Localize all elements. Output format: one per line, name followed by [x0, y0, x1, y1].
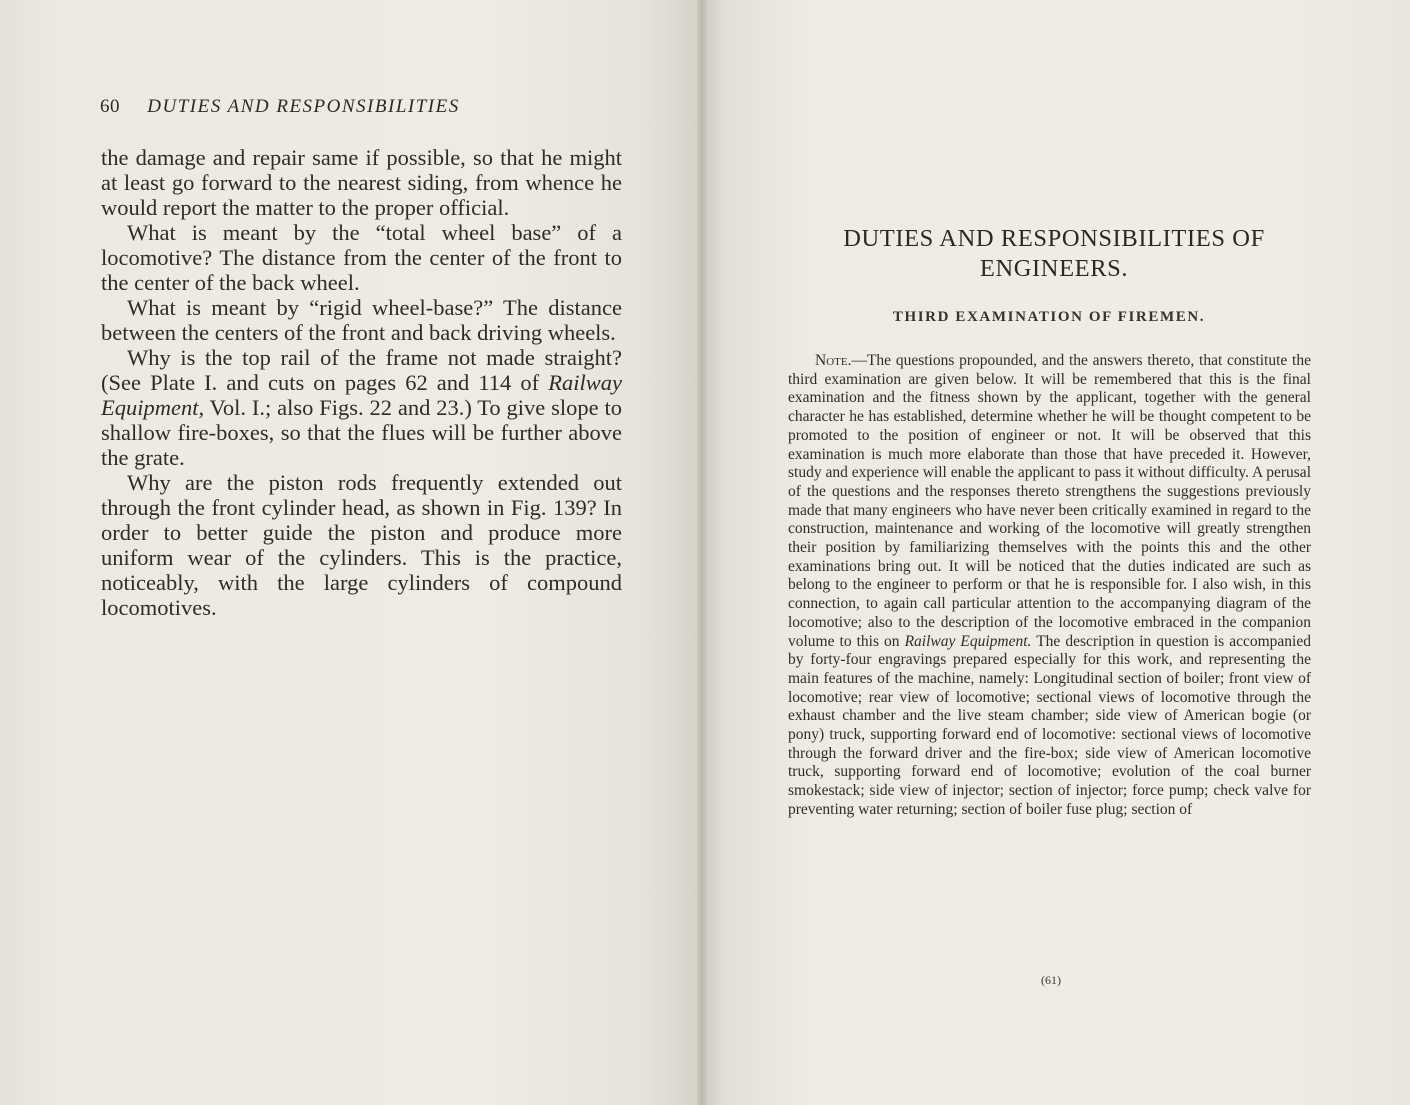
note-lead: Note. [815, 352, 852, 369]
paragraph-total-wheel-base: What is meant by the “total wheel base” of a locomotive? The distance from the center of the front to the center of the back wheel. [101, 220, 622, 295]
book-reference-italic: Railway Equipment, [101, 370, 622, 420]
paragraph-continuation: the damage and repair same if possible, so that he might at least go forward to the nearest siding, from whence he would report the matter to the proper official. [101, 145, 622, 220]
section-title: THIRD EXAMINATION OF FIREMEN. [892, 309, 1206, 325]
note-text-part-b: The description in question is accompanied by forty-four engravings prepared especially for this work, and representing the main features of the machine, namely: Longitudinal section of boiler; front view of locomotive; rear view of locomotive; sectional views of locomotive through the exhaust chamber and the live steam chamber; side view of American bogie (or pony) truck, supporting forward end of locomotive: sectional views of locomotive through the forward driver and the fire-box; side view of American locomotive truck, supporting forward end of locomotive; evolution of the coal burner smokestack; side view of injector; section of injector; force pump; check valve for preventing water returning; section of boiler fuse plug; section of [788, 632, 1311, 818]
paragraph-top-rail [101, 345, 622, 470]
note-paragraph [788, 352, 1311, 820]
left-page-body [101, 145, 622, 620]
page-number-left: 60 [100, 96, 120, 117]
page-number-right: (61) [1041, 973, 1061, 987]
chapter-title-line-2: ENGINEERS. [979, 255, 1129, 282]
note-text [788, 352, 1311, 820]
chapter-title [784, 224, 1324, 284]
note-text-part-a: —The questions propounded, and the answers thereto, that constitute the third examination are given below. It will be remembered that this is the final examination and the fitness shown by the applicant, together with the general character he has established, determine whether he will be thought competent to be promoted to the position of engineer or not. It will be observed that this examination is much more elaborate than those that have preceded it. However, study and experience will enable the applicant to pass it without difficulty. A perusal of the questions and the responses thereto strengthens the suggestions previously made that many engineers who have never been critically examined in regard to the construction, maintenance and working of the locomotive will greatly strengthen their position by familiarizing themselves with the points this and the other examinations bring out. It will be noticed that the duties indicated are such as belong to the engineer to perform or that he is responsible for. I also wish, in this connection, to again call particular attention to the accompanying diagram of the locomotive; also to the description of the locomotive embraced in the companion volume to this on [788, 352, 1311, 650]
paragraph-rigid-wheel-base: What is meant by “rigid wheel-base?” The distance between the centers of the front and back driving wheels. [101, 295, 622, 345]
paragraph-top-rail-part-a: Why is the top rail of the frame not made straight? (See Plate I. and cuts on pages 62 and 114 of [101, 345, 622, 395]
running-head-title: DUTIES AND RESPONSIBILITIES [147, 96, 460, 117]
paragraph-piston-rods: Why are the piston rods frequently extended out through the front cylinder head, as shown in Fig. 139? In order to better guide the piston and produce more uniform wear of the cylinders. This is the practice, noticeably, with the large cylinders of compound locomotives. [101, 470, 622, 620]
note-italic-reference: Railway Equipment. [904, 632, 1032, 650]
chapter-title-line-1: DUTIES AND RESPONSIBILITIES OF [843, 225, 1265, 252]
paragraph-top-rail-part-b: Vol. I.; also Figs. 22 and 23.) To give slope to shallow fire-boxes, so that the flues will be further above the grate. [101, 395, 622, 470]
book-gutter [697, 0, 707, 1105]
running-head [100, 96, 630, 118]
